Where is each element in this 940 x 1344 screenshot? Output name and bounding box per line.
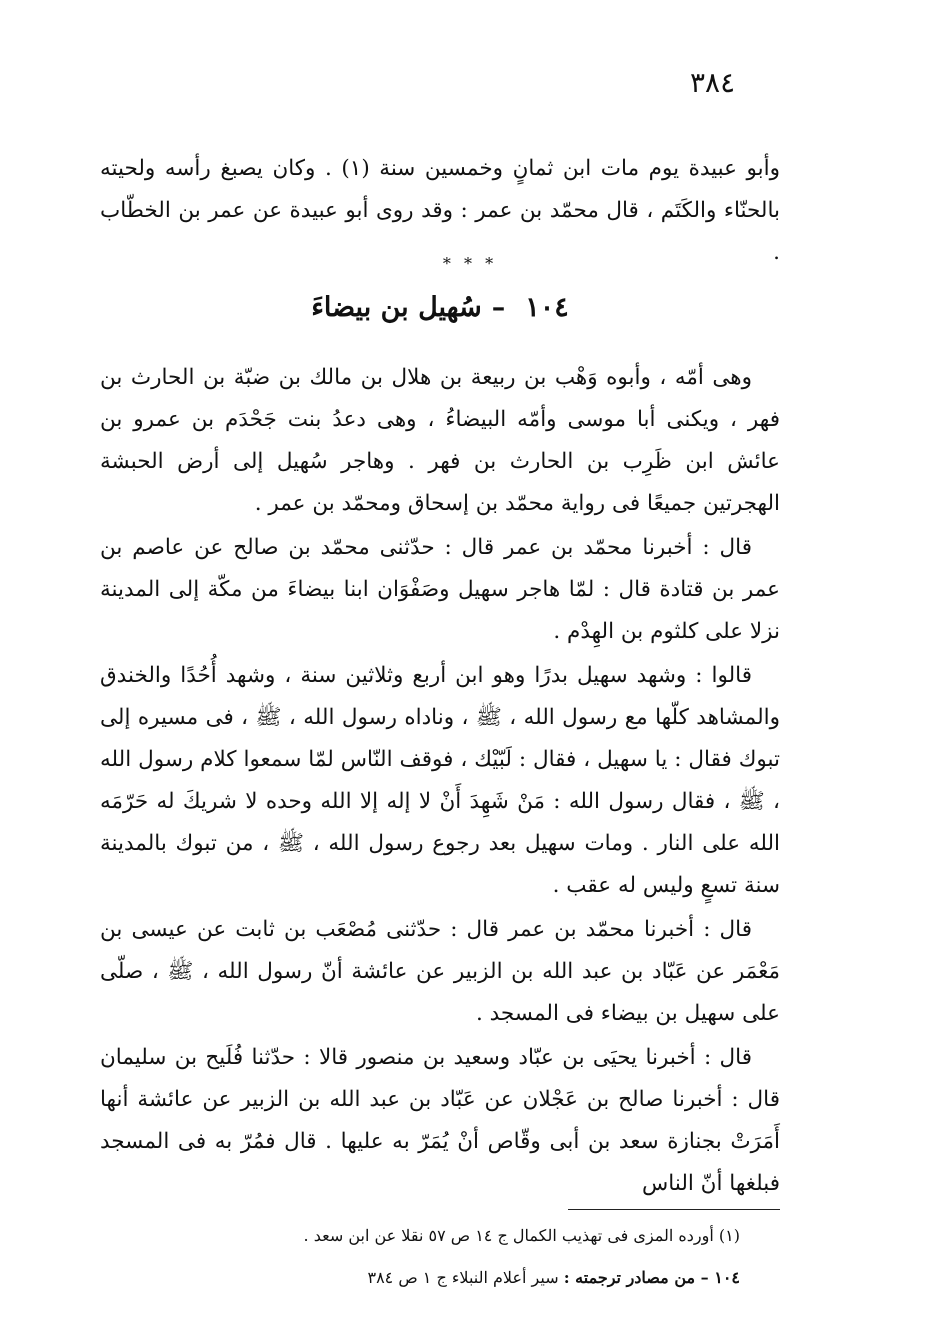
- section-title: سُهيل بن بيضاءَ: [311, 292, 482, 323]
- intro-paragraph: وأبو عبيدة يوم مات ابن ثمانٍ وخمسين سنة (١) . وكان يصبغ رأسه ولحيته بالحنّاء والكَتَم ، قال محمّد بن عمر : وقد روى أبو عبيدة عن عمر بن الخطّاب .: [100, 156, 780, 265]
- paragraph: قال : أخبرنا يحيَى بن عبّاد وسعيد بن منصور قالا : حدّثنا فُلَيح بن سليمان قال : أخبرنا صالح بن عَجْلان عن عَبّاد بن عبد الله بن الزبير عن عائشة أنها أَمَرَتْ بجنازة سعد بن أبى وقّاص أنْ يُمَرّ به عليها . قال فمُرّ به فى المسجد فبلغها أنّ الناس: [100, 1045, 781, 1196]
- paragraph: قال : أخبرنا محمّد بن عمر قال : حدّثنى مُصْعَب بن ثابت عن عيسى بن مَعْمَر عن عَبّاد بن عبد الله بن الزبير عن عائشة أنّ رسول الله ، ﷺ ، صلّى على سهيل بن بيضاء فى المسجد .: [100, 917, 780, 1026]
- section-heading: [0, 292, 880, 323]
- paragraph: وهى أمّه ، وأبوه وَهْب بن ربيعة بن هلال بن مالك بن ضبّة بن الحارث بن فهر ، ويكنى أبا موسى وأمّه البيضاءُ ، وهى دعدُ بنت جَحْدَم بن عمرو بن عائش ابن ظَرِب بن الحارث بن فهر . وهاجر سُهيل إلى أرض الحبشة الهجرتين جميعًا فى رواية محمّد بن إسحاق ومحمّد بن عمر .: [100, 365, 780, 516]
- paragraph: قال : أخبرنا محمّد بن عمر قال : حدّثنى محمّد بن صالح عن عاصم بن عمر بن قتادة قال : لمّا هاجر سهيل وصَفْوَان ابنا بيضاءَ من مكّة إلى المدينة نزلا على كلثوم بن الهِدْم .: [100, 535, 780, 644]
- body-text: [100, 357, 780, 1207]
- heading-dash: –: [491, 292, 506, 323]
- footnote-divider: [568, 1209, 780, 1210]
- section-number: ١٠٤: [525, 292, 569, 323]
- section-separator: * * *: [442, 254, 498, 273]
- footnote-sources-text: سير أعلام النبلاء ج ١ ص ٣٨٤: [367, 1268, 559, 1287]
- footnote-sources-label: ١٠٤ – من مصادر ترجمته :: [563, 1268, 740, 1287]
- footnote-sources: [100, 1268, 740, 1287]
- paragraph: قالوا : وشهد سهيل بدرًا وهو ابن أربع وثلاثين سنة ، وشهد أُحُدًا والخندق والمشاهد كلّها مع رسول الله ، ﷺ ، وناداه رسول الله ، ﷺ ، فى مسيره إلى تبوك فقال : يا سهيل ، فقال : لَبّيْك ، فوقف النّاس لمّا سمعوا كلام رسول الله ، ﷺ ، فقال رسول الله : مَنْ شَهِدَ أَنْ لا إله إلا الله وحده لا شريكَ له حَرّمَه الله على النار . ومات سهيل بعد رجوع رسول الله ، ﷺ ، من تبوك بالمدينة سنة تسعٍ وليس له عقب .: [100, 663, 780, 898]
- footnote-1: (١) أورده المزى فى تهذيب الكمال ج ١٤ ص ٥٧ نقلا عن ابن سعد .: [303, 1226, 740, 1245]
- page-number: ٣٨٤: [690, 66, 736, 99]
